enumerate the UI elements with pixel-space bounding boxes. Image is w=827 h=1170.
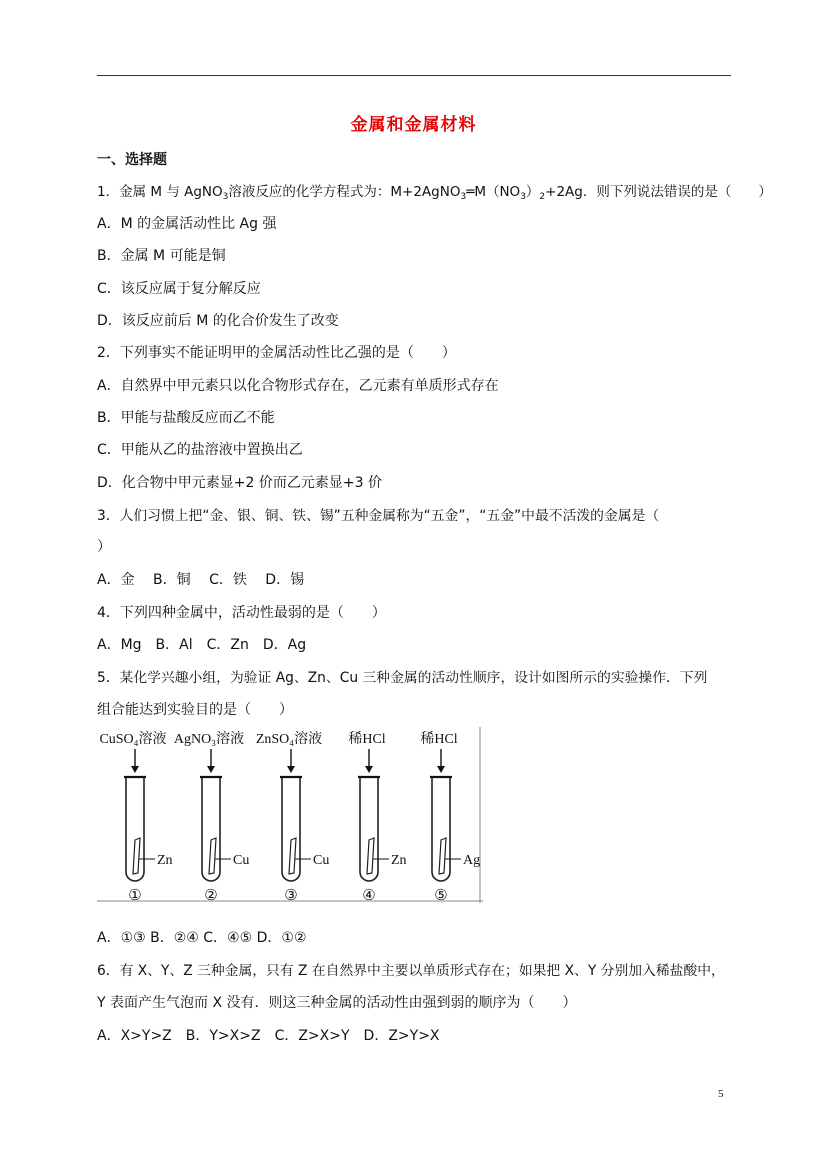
tube-2-reagent-label: AgNO₃溶液 [173,732,245,747]
q4-stem: 4．下列四种金属中，活动性最弱的是（ ） [97,605,386,621]
tube-2-metal-label: Cu [233,853,250,868]
q6-options: A．X>Y>Z B．Y>X>Z C．Z>X>Y D．Z>Y>X [97,1028,440,1044]
q1-option-a: A．M 的金属活动性比 Ag 强 [97,216,277,232]
q2-option-c: C．甲能从乙的盐溶液中置换出乙 [97,442,303,458]
tube-4-metal-label: Zn [391,853,407,868]
q6-stem-line1: 6．有 X、Y、Z 三种金属，只有 Z 在自然界中主要以单质形式存在；如果把 X、Y 分别加入稀盐酸中， [97,963,725,979]
tube-5-reagent-label: 稀HCl [420,732,458,747]
tube-3-metal-label: Cu [313,853,330,868]
q5-stem-line1: 5．某化学兴趣小组，为验证 Ag、Zn、Cu 三种金属的活动性顺序，设计如图所示的实验操作．下列 [97,670,708,686]
q1-option-d: D．该反应前后 M 的化合价发生了改变 [97,313,339,329]
q2-option-b: B．甲能与盐酸反应而乙不能 [97,410,275,426]
tube-3-reagent-label: ZnSO₄溶液 [255,732,323,747]
page-title: 金属和金属材料 [350,115,477,135]
tube-1-number: ① [128,888,142,903]
tube-5-metal-label: Ag [463,853,481,868]
q1-option-c: C．该反应属于复分解反应 [97,281,261,297]
tube-1-metal-label: Zn [157,853,173,868]
tube-4-number: ④ [362,888,376,903]
section-heading: 一、选择题 [97,152,167,168]
q2-option-d: D．化合物中甲元素显+2 价而乙元素显+3 价 [97,475,382,491]
test-tube-figure [97,727,483,903]
q1-stem: 1．金属 M 与 AgNO$_3$溶液反应的化学方程式为：$M+2AgNO_3═M(NO_3)_2+2Ag$．则下列说法错误的是（ ） [97,184,772,202]
header-rule [97,75,731,76]
q4-options: A．Mg B．Al C．Zn D．Ag [97,637,307,653]
q5-stem-line2: 组合能达到实验目的是（ ） [97,702,293,718]
tube-1-reagent-label: CuSO₄溶液 [99,732,167,747]
q3-options: A．金 B．铜 C．铁 D．锡 [97,572,305,588]
page-number: 5 [718,1088,724,1100]
tube-2-number: ② [204,888,218,903]
q6-stem-line2: Y 表面产生气泡而 X 没有．则这三种金属的活动性由强到弱的顺序为（ ） [97,995,577,1011]
q3-stem-line2: ） [97,539,111,555]
q3-stem-line1: 3．人们习惯上把“金、银、铜、铁、锡”五种金属称为“五金”，“五金”中最不活泼的金属是（ [97,508,660,524]
q2-option-a: A．自然界中甲元素只以化合物形式存在，乙元素有单质形式存在 [97,378,499,394]
q5-options: A．①③ B．②④ C．④⑤ D．①② [97,930,307,946]
tube-3-number: ③ [284,888,298,903]
q2-stem: 2．下列事实不能证明甲的金属活动性比乙强的是（ ） [97,345,456,361]
q1-option-b: B．金属 M 可能是铜 [97,248,226,264]
tube-5-number: ⑤ [434,888,448,903]
tube-4-reagent-label: 稀HCl [348,732,386,747]
